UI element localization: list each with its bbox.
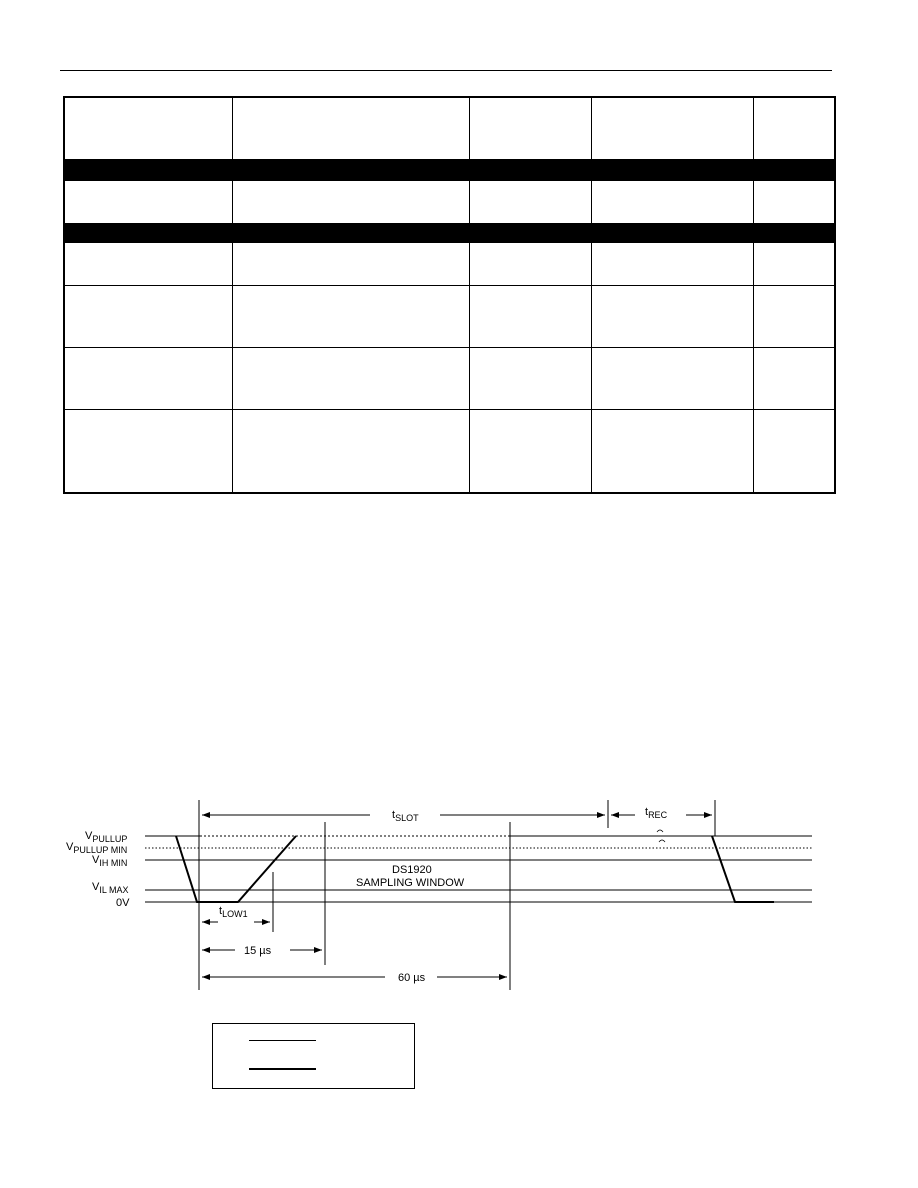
label-vil-max: $V_{IL MAX}$ <box>92 881 129 895</box>
legend-thick-line <box>249 1068 316 1070</box>
table-cell <box>64 242 232 285</box>
label-fifteen-us: 15 µs <box>244 945 272 957</box>
label-vpullup: $V_{PULLUP}$ <box>85 830 128 844</box>
table-cell <box>591 159 753 180</box>
table-cell <box>232 409 469 493</box>
label-trec: $t_{REC}$ <box>645 806 668 820</box>
table-cell <box>64 347 232 409</box>
dimension-arrows <box>202 815 712 977</box>
table-cell <box>469 180 591 223</box>
table-cell <box>753 242 835 285</box>
waveform-second-pulse <box>712 836 774 902</box>
label-sixty-us: 60 µs <box>398 972 426 984</box>
voltage-labels <box>66 830 130 909</box>
table-cell <box>232 223 469 242</box>
table-cell <box>469 409 591 493</box>
table-cell <box>64 180 232 223</box>
table-cell <box>469 223 591 242</box>
table-cell <box>753 180 835 223</box>
label-vih-min: $V_{IH MIN}$ <box>92 854 128 868</box>
table-cell <box>753 223 835 242</box>
table-cell <box>232 242 469 285</box>
table-cell <box>469 347 591 409</box>
table-cell <box>753 285 835 347</box>
table-cell <box>469 159 591 180</box>
table-cell <box>469 285 591 347</box>
label-window-line2: SAMPLING WINDOW <box>356 877 465 889</box>
table-cell <box>753 347 835 409</box>
label-tslot: $t_{SLOT}$ <box>392 809 419 823</box>
read-timing-diagram <box>0 780 918 1000</box>
header-rule <box>60 70 832 71</box>
table-row <box>64 97 835 159</box>
table-cell <box>753 409 835 493</box>
table-cell <box>232 285 469 347</box>
waveform-first-pulse <box>176 836 296 902</box>
table-cell <box>591 409 753 493</box>
table-cell <box>232 97 469 159</box>
table-cell <box>64 159 232 180</box>
table-cell <box>232 159 469 180</box>
table-cell <box>64 409 232 493</box>
table-row <box>64 180 835 223</box>
table-row <box>64 347 835 409</box>
table-section-bar <box>64 223 835 242</box>
timing-markers <box>199 800 715 990</box>
table-cell <box>753 97 835 159</box>
label-vpullup-min: $V_{PULLUP MIN}$ <box>66 841 128 855</box>
table-cell <box>469 97 591 159</box>
table-cell <box>591 180 753 223</box>
table-cell <box>591 347 753 409</box>
table-section-bar <box>64 159 835 180</box>
signal-waveform <box>176 836 774 902</box>
table-cell <box>232 347 469 409</box>
legend-thin-line <box>249 1040 316 1041</box>
label-zero-volt: 0V <box>116 897 130 909</box>
spec-table <box>63 96 836 494</box>
table-row <box>64 242 835 285</box>
table-cell <box>591 285 753 347</box>
table-cell <box>591 242 753 285</box>
label-tlow1: $t_{LOW1}$ <box>219 905 248 919</box>
table-cell <box>64 223 232 242</box>
voltage-reference-lines <box>145 836 812 902</box>
legend-box <box>212 1023 415 1089</box>
table-cell <box>469 242 591 285</box>
timing-labels <box>219 806 668 984</box>
table-cell <box>753 159 835 180</box>
table-cell <box>64 97 232 159</box>
table-row <box>64 285 835 347</box>
table-row <box>64 409 835 493</box>
label-window-line1: DS1920 <box>392 864 432 876</box>
table-cell <box>232 180 469 223</box>
table-cell <box>591 97 753 159</box>
table-cell <box>64 285 232 347</box>
table-cell <box>591 223 753 242</box>
